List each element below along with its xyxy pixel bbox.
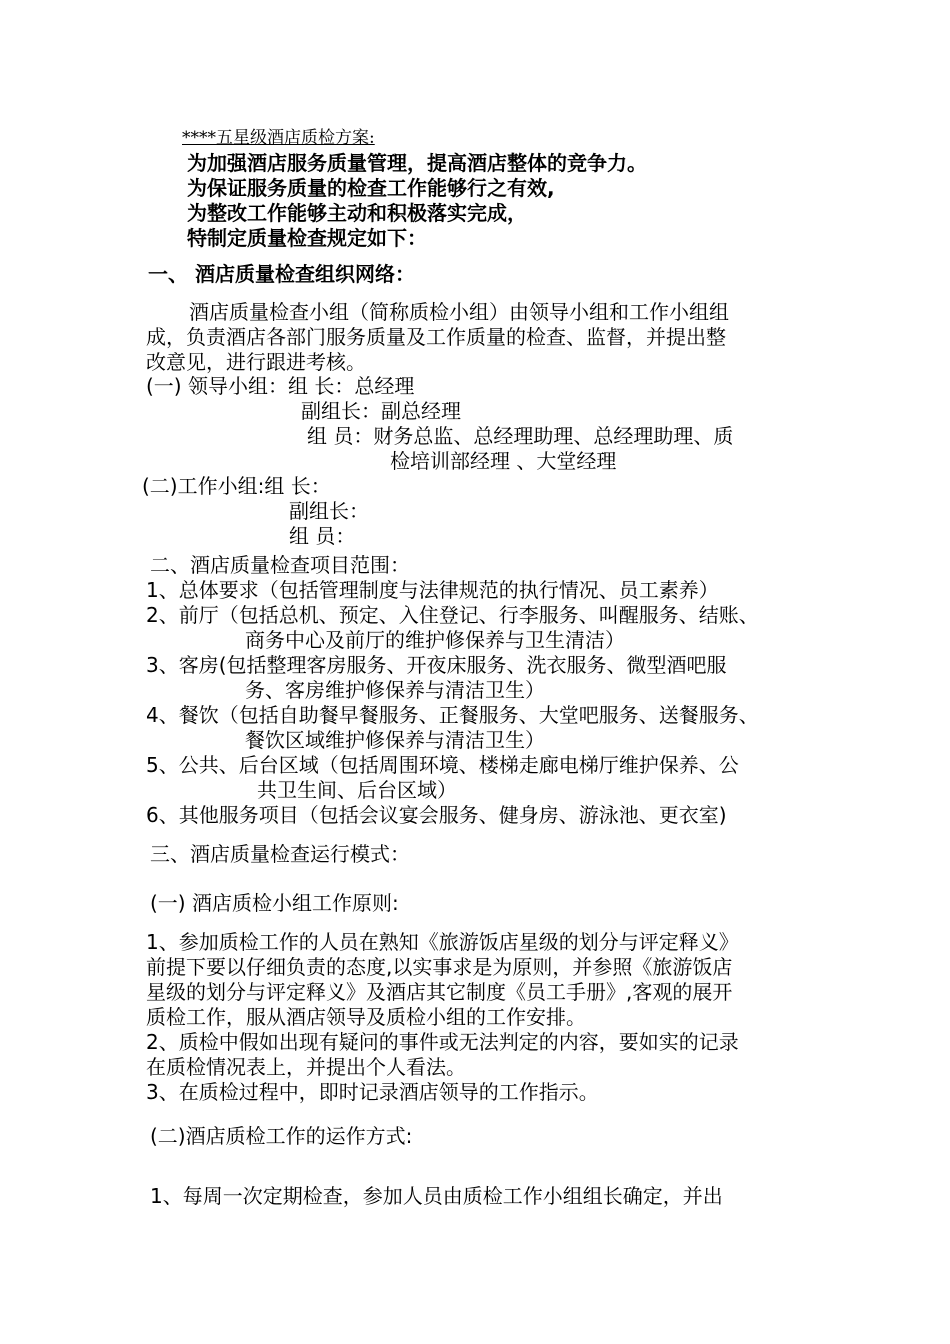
scope-item: 餐饮区域维护修保养与清洁卫生） <box>245 728 545 752</box>
scope-item: 3、客房(包括整理客房服务、开夜床服务、洗衣服务、微型酒吧服 <box>146 653 727 677</box>
scope-item: 务、客房维护修保养与清洁卫生） <box>245 678 545 702</box>
sub-heading: (一) 酒店质检小组工作原则: <box>150 891 399 915</box>
sub-heading: (二)酒店质检工作的运作方式: <box>150 1124 413 1148</box>
principle-line: 2、质检中假如出现有疑问的事件或无法判定的内容，要如实的记录 <box>146 1030 739 1054</box>
principle-line: 在质检情况表上，并提出个人看法。 <box>146 1055 466 1079</box>
scope-item: 6、其他服务项目（包括会议宴会服务、健身房、游泳池、更衣室) <box>146 803 727 827</box>
paragraph-line: 酒店质量检查小组（简称质检小组）由领导小组和工作小组组 <box>189 300 729 324</box>
principle-line: 3、在质检过程中，即时记录酒店领导的工作指示。 <box>146 1080 599 1104</box>
section-heading: 三、酒店质量检查运行模式： <box>150 842 410 866</box>
scope-item: 共卫生间、后台区域） <box>257 778 457 802</box>
intro-line: 为保证服务质量的检查工作能够行之有效, <box>187 176 555 200</box>
scope-item: 5、公共、后台区域（包括周围环境、楼梯走廊电梯厅维护保养、公 <box>146 753 739 777</box>
intro-line: 为整改工作能够主动和积极落实完成， <box>187 201 527 225</box>
leader-group-line: 组 员：财务总监、总经理助理、总经理助理、质 <box>307 424 734 448</box>
intro-line: 为加强酒店服务质量管理，提高酒店整体的竞争力。 <box>187 151 647 175</box>
section-heading: 二、酒店质量检查项目范围： <box>150 553 410 577</box>
principle-line: 前提下要以仔细负责的态度,以实事求是为原则，并参照《旅游饭店 <box>146 955 733 979</box>
work-group-line: 副组长： <box>289 499 369 523</box>
work-group-line: (二)工作小组:组 长： <box>142 474 331 498</box>
work-group-line: 组 员： <box>289 524 356 548</box>
principle-line: 质检工作，服从酒店领导及质检小组的工作安排。 <box>146 1005 586 1029</box>
document-title: ****五星级酒店质检方案: <box>182 128 375 148</box>
leader-group-line: 检培训部经理 、大堂经理 <box>390 449 617 473</box>
leader-group-line: 副组长：副总经理 <box>301 399 461 423</box>
scope-item: 商务中心及前厅的维护修保养与卫生清洁） <box>245 628 625 652</box>
scope-item: 4、餐饮（包括自助餐早餐服务、正餐服务、大堂吧服务、送餐服务、 <box>146 703 759 727</box>
principle-line: 星级的划分与评定释义》及酒店其它制度《员工手册》,客观的展开 <box>146 980 733 1004</box>
intro-line: 特制定质量检查规定如下： <box>187 226 427 250</box>
scope-item: 2、前厅（包括总机、预定、入住登记、行李服务、叫醒服务、结账、 <box>146 603 759 627</box>
section-heading: 一、 酒店质量检查组织网络： <box>148 262 415 286</box>
paragraph-line: 改意见，进行跟进考核。 <box>146 350 366 374</box>
leader-group-line: (一) 领导小组：组 长：总经理 <box>146 374 415 398</box>
principle-line: 1、参加质检工作的人员在熟知《旅游饭店星级的划分与评定释义》 <box>146 930 739 954</box>
scope-item: 1、总体要求（包括管理制度与法律规范的执行情况、员工素养） <box>146 578 719 602</box>
operation-line: 1、每周一次定期检查，参加人员由质检工作小组组长确定，并出 <box>150 1184 723 1208</box>
paragraph-line: 成，负责酒店各部门服务质量及工作质量的检查、监督，并提出整 <box>146 325 726 349</box>
